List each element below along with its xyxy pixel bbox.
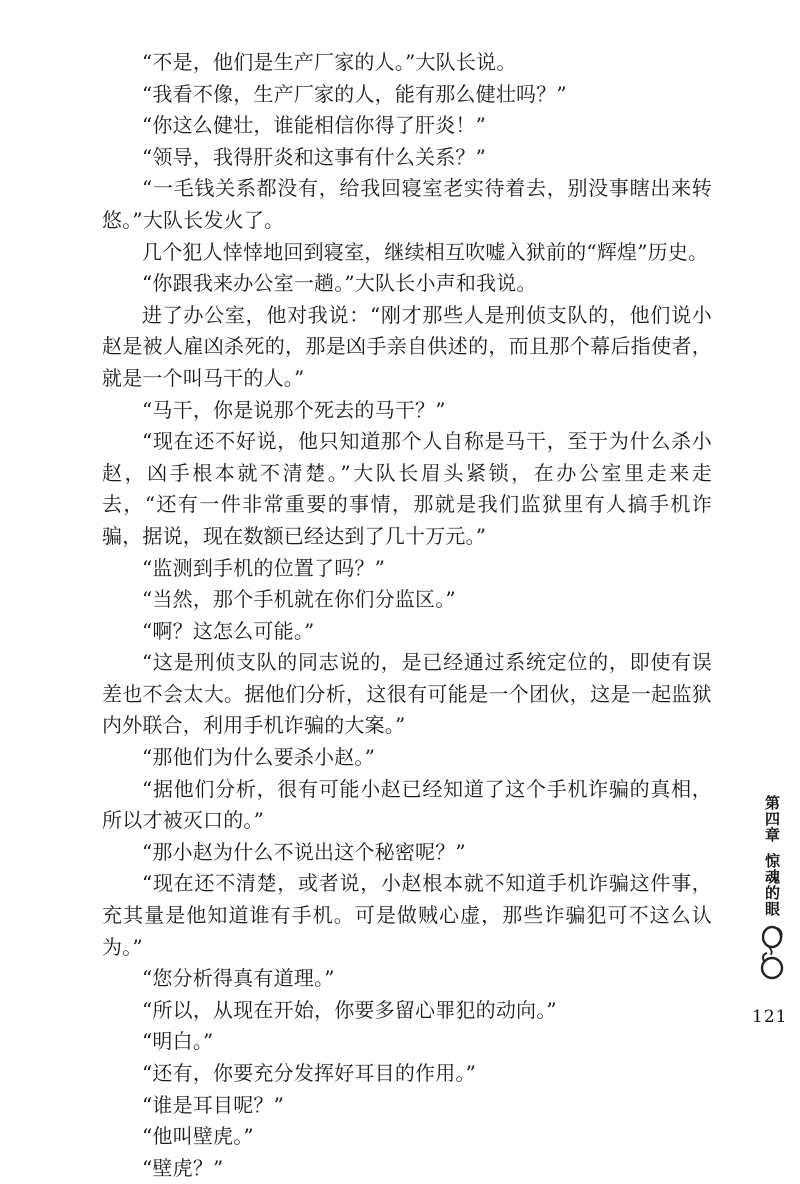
- paragraph: “谁是耳目呢？”: [142, 1092, 285, 1117]
- paragraph: “监测到手机的位置了吗？”: [142, 555, 386, 580]
- page-body: [102, 47, 712, 1184]
- paragraph: “您分析得真有道理。”: [142, 966, 335, 991]
- paragraph: “不是，他们是生产厂家的人。”大队长说。: [142, 50, 517, 74]
- paragraph: “当然，那个手机就在你们分监区。”: [142, 587, 456, 612]
- chapter-number: 第四章: [763, 795, 781, 843]
- paragraph: “你这么健壮，谁能相信你得了肝炎！”: [142, 113, 487, 138]
- paragraph: 几个犯人悻悻地回到寝室，继续相互吹嘘入狱前的“辉煌”历史。: [142, 239, 709, 264]
- paragraph: “还有，你要充分发挥好耳目的作用。”: [142, 1061, 477, 1085]
- paragraph: “马干，你是说那个死去的马干？”: [142, 397, 446, 422]
- chapter-side-tab: [752, 795, 792, 983]
- paragraph: “那他们为什么要杀小赵。”: [142, 745, 376, 770]
- paragraph: “现在还不好说，他只知道那个人自称是马干，至于为什么杀小赵，凶手根本就不清楚。”大队长眉头紧锁，在办公室里走来走去，“还有一件非常重要的事情，那就是我们监狱里有人搞手机诈骗，据说，现在数额已经达到了几十万元。”: [102, 429, 712, 548]
- handcuffs-icon: [755, 923, 789, 983]
- paragraph: “据他们分析，很有可能小赵已经知道了这个手机诈骗的真相，所以才被灭口的。”: [102, 776, 712, 833]
- paragraph: “你跟我来办公室一趟。”大队长小声和我说。: [142, 271, 537, 296]
- paragraph: “他叫壁虎。”: [142, 1124, 254, 1149]
- paragraph: “啊？这怎么可能。”: [142, 618, 315, 643]
- chapter-heading-vertical: [763, 795, 781, 917]
- page-number: 121: [752, 1007, 788, 1027]
- paragraph: “现在还不清楚，或者说，小赵根本就不知道手机诈骗这件事，充其量是他知道谁有手机。可是做贼心虚，那些诈骗犯可不这么认为。”: [102, 871, 712, 959]
- paragraph: “这是刑侦支队的同志说的，是已经通过系统定位的，即使有误差也不会太大。据他们分析，这很有可能是一个团伙，这是一起监狱内外联合，利用手机诈骗的大案。”: [102, 650, 712, 738]
- paragraph: “我看不像，生产厂家的人，能有那么健壮吗？”: [142, 81, 567, 106]
- paragraph: “领导，我得肝炎和这事有什么关系？”: [142, 144, 487, 169]
- paragraph: “壁虎？”: [142, 1155, 224, 1180]
- paragraph: 进了办公室，他对我说：“刚才那些人是刑侦支队的，他们说小赵是被人雇凶杀死的，那是凶手亲自供述的，而且那个幕后指使者，就是一个叫马干的人。”: [102, 302, 712, 390]
- paragraph: “那小赵为什么不说出这个秘密呢？”: [142, 839, 466, 864]
- paragraph: “所以，从现在开始，你要多留心罪犯的动向。”: [142, 997, 557, 1022]
- chapter-title: 惊魂的眼: [763, 853, 781, 917]
- paragraph: “明白。”: [142, 1029, 214, 1054]
- paragraph: “一毛钱关系都没有，给我回寝室老实待着去，别没事瞎出来转悠。”大队长发火了。: [102, 176, 712, 232]
